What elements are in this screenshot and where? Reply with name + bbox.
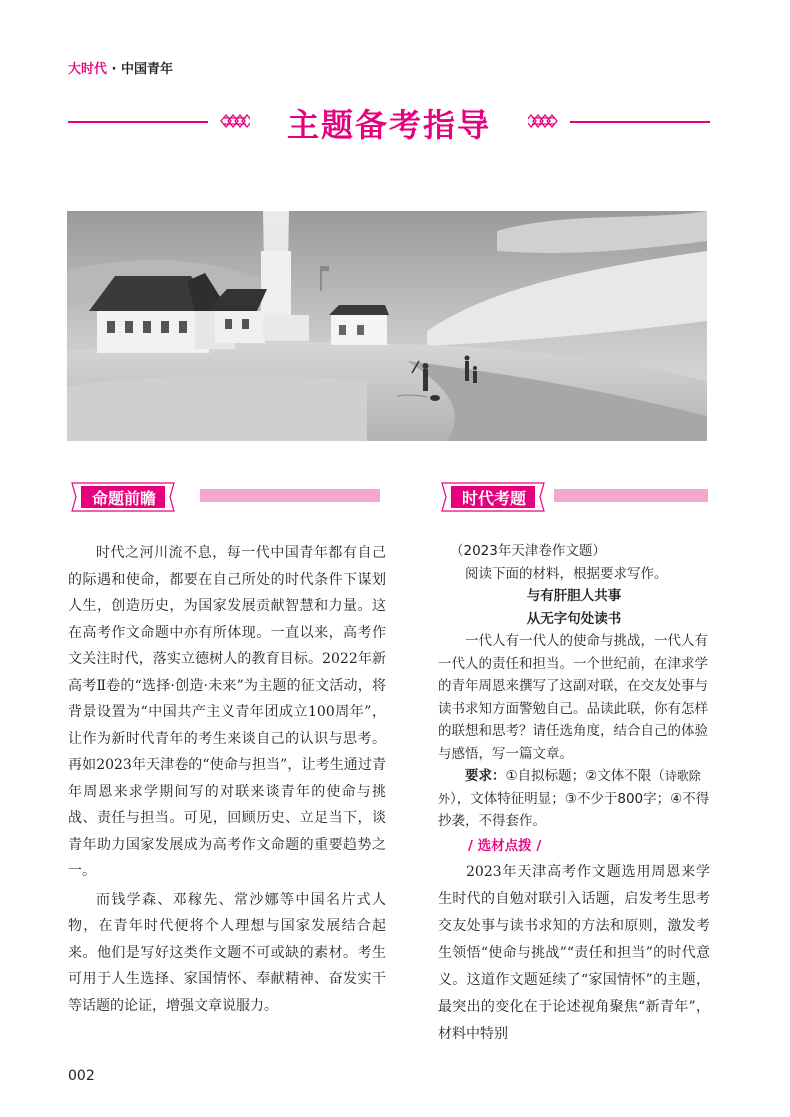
exam-requirements: [438, 765, 710, 833]
exam-source: （2023年天津卷作文题）: [450, 543, 606, 559]
section-heading-exam: 时代考题: [461, 489, 526, 508]
exam-body: [438, 540, 710, 1048]
section-header-exam: [438, 482, 710, 512]
lattice-ornament-right-icon: [528, 110, 558, 132]
couplet-line-2: 从无字句处读书: [526, 610, 622, 627]
requirements-part-1: ①自拟标题；②文体不限（: [505, 768, 665, 784]
forecast-paragraph-1: 时代之河川流不息，每一代中国青年都有自己的际遇和使命，都要在自己所处的时代条件下谋划人生，创造历史，为国家发展贡献智慧和力量。这在高考作文命题中亦有所体现。一直以来，高考作文关注时代，落实立德树人的教育目标。2022年新高考Ⅱ卷的“选择·创造·未来”为主题的征文活动，将背景设置为“中国共产主义青年团成立100周年”，让作为新时代青年的考生来谈自己的认识与思考。再如2023年天津卷的“使命与担当”，让考生通过青年周恩来求学期间写的对联来谈青年的使命与挑战、责任与担当。可见，回顾历史、立足当下，谈青年助力国家发展成为高考作文命题的重要趋势之一。: [68, 545, 386, 879]
requirements-label: 要求：: [465, 768, 506, 784]
forecast-paragraph-2: 而钱学森、邓稼先、常沙娜等中国名片式人物，在青年时代便将个人理想与国家发展结合起来。他们是写好这类作文题不可或缺的素材。考生可用于人生选择、家国情怀、奉献精神、奋发实干等话题的论证，增强文章说服力。: [68, 891, 386, 1014]
section-label: [68, 58, 173, 77]
couplet-line-1: 与有肝胆人共事: [526, 588, 622, 604]
forecast-body: [68, 540, 386, 1021]
section-heading-forecast: 命题前瞻: [91, 489, 156, 508]
requirements-exception: 诗歌除外: [438, 769, 701, 806]
page-number: 002: [68, 1068, 95, 1084]
section-header-bar: [200, 489, 380, 502]
material-tip-tag: / 选材点拨 /: [468, 837, 542, 854]
section-label-separator: ·: [107, 62, 122, 77]
title-rule-right: [570, 121, 710, 123]
section-label-rest: 中国青年: [121, 62, 174, 77]
section-label-accent: 大时代: [68, 62, 108, 77]
requirements-part-2: ），文体特征明显；③不少于800字；④不得抄袭，不得套作。: [438, 790, 710, 829]
title-row: [68, 96, 710, 148]
lighthouse-seaside-illustration: [67, 211, 707, 441]
section-header-forecast: [68, 482, 384, 512]
section-header-bar: [554, 489, 708, 502]
exam-material: 一代人有一代人的使命与挑战，一代人有一代人的责任和担当。一个世纪前，在津求学的青年周恩来撰写了这副对联，在交友处事与读书求知方面警勉自己。品读此联，你有怎样的联想和思考？请任选角度，结合自己的体验与感悟，写一篇文章。: [438, 633, 708, 762]
page-title: 主题备考指导: [286, 106, 491, 144]
exam-instruction: 阅读下面的材料，根据要求写作。: [465, 565, 668, 582]
exam-analysis: 2023年天津高考作文题选用周恩来学生时代的自勉对联引入话题，启发考生思考交友处事与读书求知的方法和原则，激发考生领悟“使命与挑战”“责任和担当”的时代意义。这道作文题延续了“家国情怀”的主题，最突出的变化在于论述视角聚焦“新青年”，材料中特别: [438, 864, 710, 1042]
